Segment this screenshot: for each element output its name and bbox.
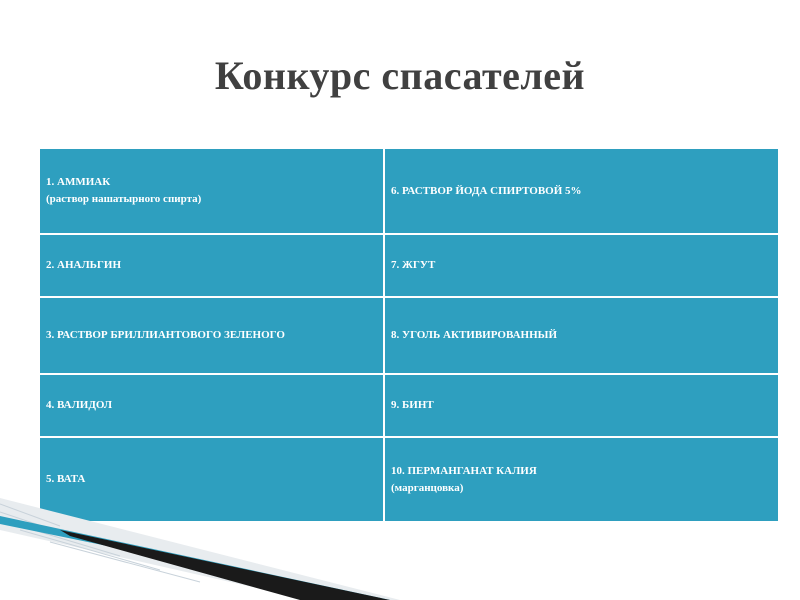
table-cell [40, 298, 383, 373]
cell-line-2: (раствор нашатырного спирта) [46, 193, 202, 205]
cell-line-1: 7. ЖГУТ [391, 259, 436, 271]
table-cell [40, 438, 383, 521]
cell-line-1: 5. ВАТА [46, 473, 86, 485]
items-table [40, 149, 778, 521]
table-cell [40, 375, 383, 436]
cell-line-1: 4. ВАЛИДОЛ [46, 399, 113, 411]
cell-line-1: 10. ПЕРМАНГАНАТ КАЛИЯ [391, 464, 537, 477]
table-cell [385, 438, 778, 521]
cell-line-1: 6. РАСТВОР ЙОДА СПИРТОВОЙ 5% [391, 184, 582, 197]
table-cell [385, 298, 778, 373]
swoosh-blue-stripe [0, 516, 390, 600]
slide-title: Конкурс спасателей [214, 53, 586, 98]
cell-line-2: (марганцовка) [391, 481, 464, 494]
cell-line-1: 3. РАСТВОР БРИЛЛИАНТОВОГО ЗЕЛЕНОГО [46, 329, 285, 341]
swoosh-black-wedge [60, 530, 390, 600]
cell-line-1: 1. АММИАК [46, 176, 111, 188]
cell-line-1: 2. АНАЛЬГИН [46, 259, 122, 271]
table-cell [385, 375, 778, 436]
table-cell [385, 149, 778, 233]
table-cell [40, 235, 383, 296]
table-cell [40, 149, 383, 233]
cell-line-1: 8. УГОЛЬ АКТИВИРОВАННЫЙ [391, 329, 557, 341]
table-cell [385, 235, 778, 296]
cell-line-1: 9. БИНТ [391, 399, 434, 411]
